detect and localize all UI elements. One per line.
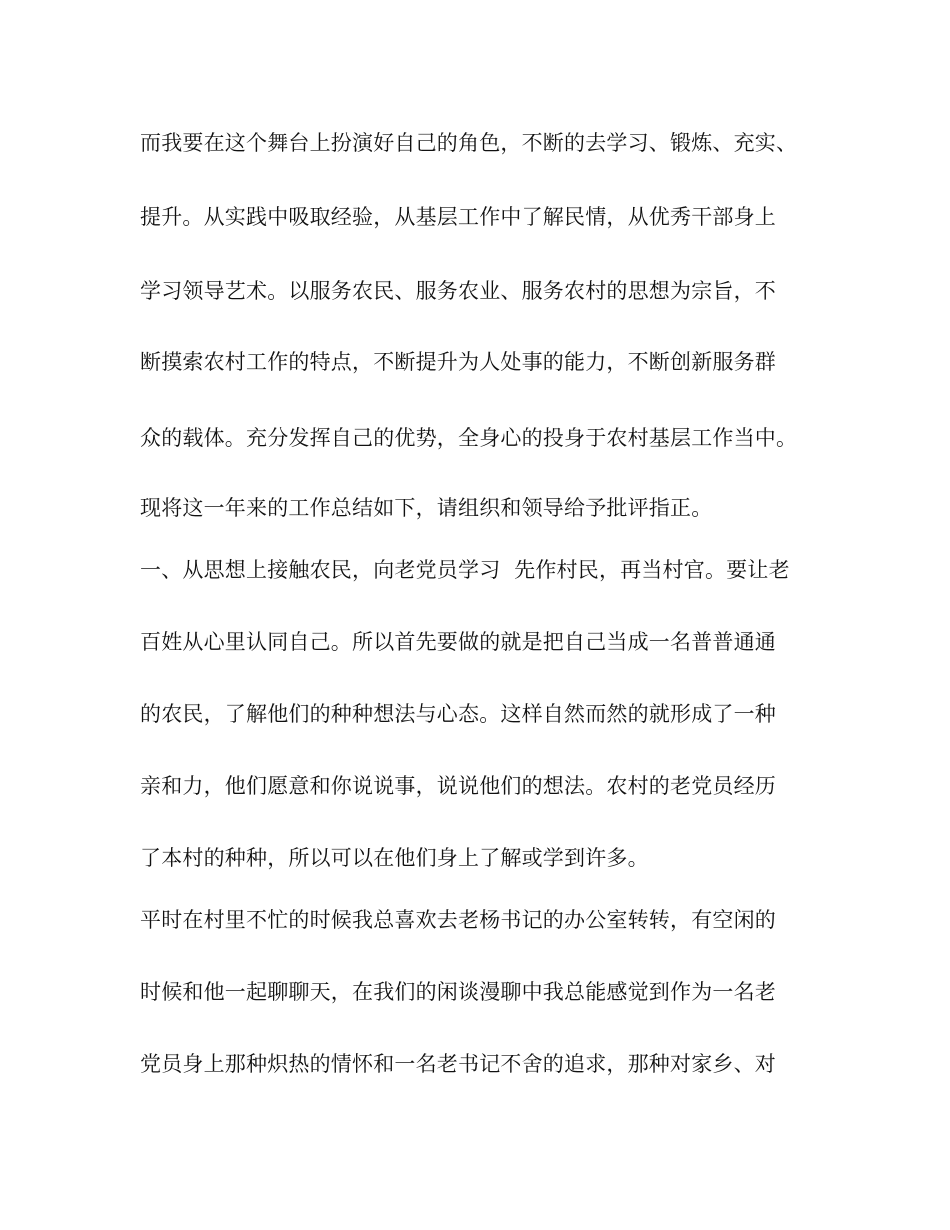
text-line: 提升。从实践中吸取经验，从基层工作中了解民情，从优秀干部身上 (140, 205, 776, 229)
text-line: 而我要在这个舞台上扮演好自己的角色，不断的去学习、锻炼、充实、 (140, 131, 798, 155)
text-line: 众的载体。充分发挥自己的优势，全身心的投身于农村基层工作当中。 (140, 426, 798, 450)
section-heading-line: 一、从思想上接触农民，向老党员学习 先作村民，再当村官。要让老 (140, 558, 790, 582)
text-line: 党员身上那种炽热的情怀和一名老书记不舍的追求，那种对家乡、对 (140, 1052, 776, 1076)
text-line: 的农民，了解他们的种种想法与心态。这样自然而然的就形成了一种 (140, 702, 776, 726)
text-line: 百姓从心里认同自己。所以首先要做的就是把自己当成一名普普通通 (140, 630, 776, 654)
text-line: 时候和他一起聊聊天，在我们的闲谈漫聊中我总能感觉到作为一名老 (140, 980, 776, 1004)
text-line: 亲和力，他们愿意和你说说事，说说他们的想法。农村的老党员经历 (140, 774, 776, 798)
text-line: 平时在村里不忙的时候我总喜欢去老杨书记的办公室转转，有空闲的 (140, 908, 776, 932)
text-line: 现将这一年来的工作总结如下，请组织和领导给予批评指正。 (140, 496, 713, 520)
text-line: 断摸索农村工作的特点，不断提升为人处事的能力，不断创新服务群 (140, 350, 776, 374)
text-line: 学习领导艺术。以服务农民、服务农业、服务农村的思想为宗旨，不 (140, 279, 776, 303)
text-line: 了本村的种种，所以可以在他们身上了解或学到许多。 (140, 846, 649, 870)
